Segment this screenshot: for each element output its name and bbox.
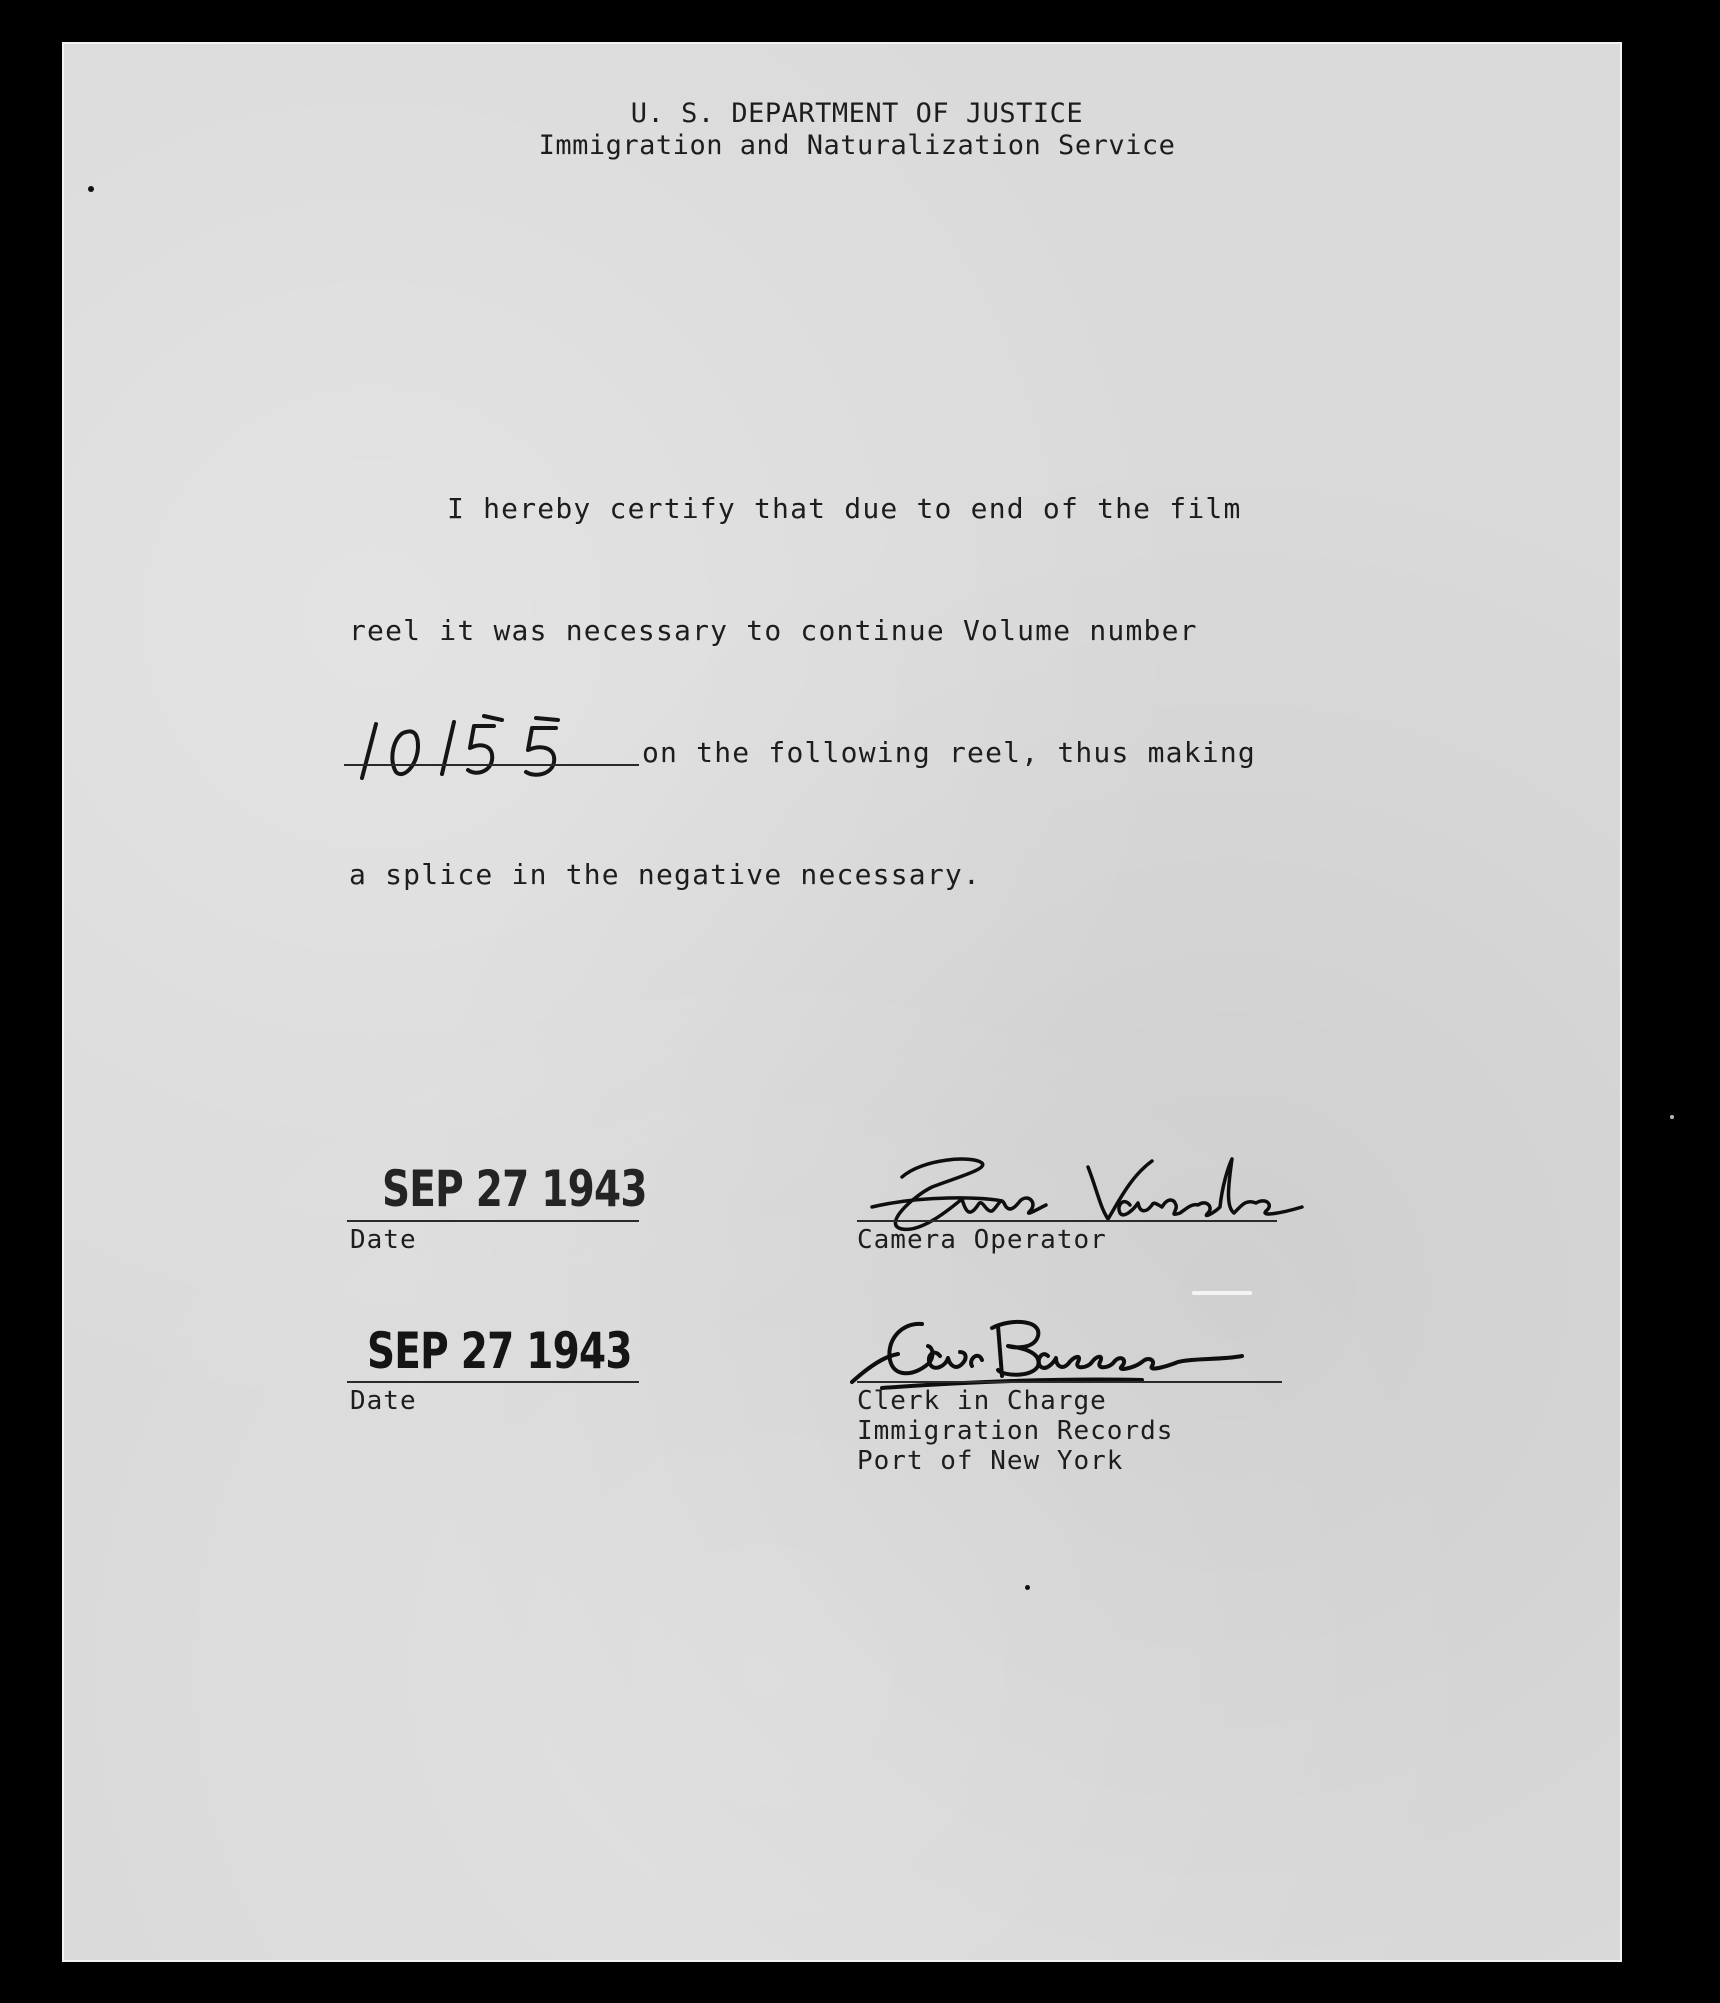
signature-line-clerk <box>857 1381 1282 1383</box>
certificate-line-4: a splice in the negative necessary. <box>349 858 982 891</box>
volume-number-blank <box>344 764 639 766</box>
clerk-office-label: Immigration Records <box>857 1416 1174 1446</box>
volume-number-handwriting <box>344 704 634 784</box>
clerk-signature <box>842 1304 1312 1399</box>
date-stamp-clerk: SEP 27 1943 <box>367 1322 632 1380</box>
date-label-camera: Date <box>350 1225 417 1255</box>
paper-scratch <box>1192 1291 1252 1295</box>
date-label-clerk: Date <box>350 1386 417 1416</box>
paper-speck <box>88 186 94 192</box>
paper-speck <box>1025 1585 1030 1590</box>
certificate-line-3: on the following reel, thus making <box>642 736 1256 769</box>
document-page <box>62 42 1622 1962</box>
clerk-title-label: Clerk in Charge <box>857 1386 1107 1416</box>
service-title: Immigration and Naturalization Service <box>538 130 1176 161</box>
clerk-port-label: Port of New York <box>857 1446 1124 1476</box>
date-line-camera <box>347 1220 639 1222</box>
certificate-line-1: I hereby certify that due to end of the film <box>447 492 1242 525</box>
date-stamp-camera: SEP 27 1943 <box>382 1160 647 1218</box>
signature-line-camera <box>857 1220 1277 1222</box>
certificate-line-2: reel it was necessary to continue Volume number <box>349 614 1198 647</box>
date-line-clerk <box>347 1381 639 1383</box>
department-title: U. S. DEPARTMENT OF JUSTICE <box>630 98 1084 129</box>
camera-operator-label: Camera Operator <box>857 1225 1107 1255</box>
film-speck <box>1670 1115 1674 1119</box>
